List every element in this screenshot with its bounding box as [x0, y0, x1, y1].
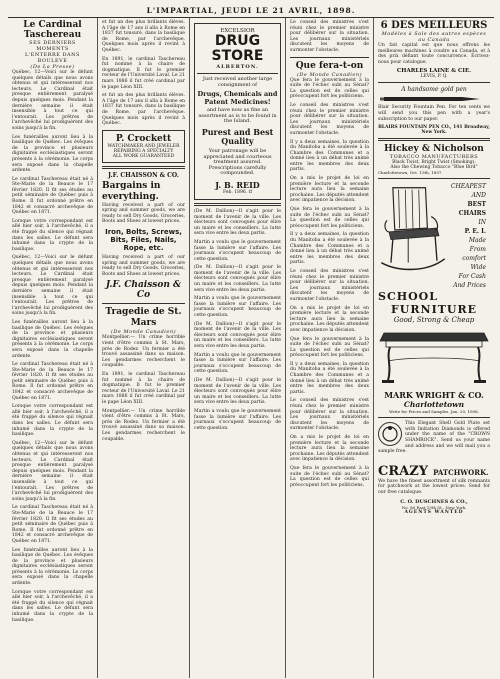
divider [197, 73, 278, 74]
duschnes-address: No. 80 East 13th St., New York. [401, 504, 467, 510]
hickey-foot: Charlottetown, Oct. 13th, 1897 [378, 170, 442, 176]
masthead-title: L'IMPARTIAL, JEUDI LE 21 AVRIL, 1898. [146, 6, 356, 15]
school-desk-illustration [378, 324, 490, 386]
cardinal-body-10: Le cardinal Taschereau était né à Ste-Marie de la Beauce le 17 février 1820. Il fit ses études au petit séminaire de Québec puis à Rome. Il fut ordonné prêtre en 1842 et consacré archevêque de Québec en 1871. [12, 505, 93, 544]
col3-body-6: Martin a voulu que le gouvernement fasse la lumière sur l'affaire. Les journaux s'occupent beaucoup de cette question. [194, 352, 281, 375]
divider [378, 178, 490, 179]
column-1 [8, 18, 98, 678]
cardinal-sub1: SES DERNIERS MOMENTS [29, 40, 76, 52]
hickey-line: Black Twist, Bright Twist (Smoking). [392, 160, 476, 166]
que-fera-body-11: Le conseil des ministres s'est réuni chez le premier ministre pour délibérer sur la situation. Les journaux ministériels discutent les moyens de surmonter l'obstacle. [290, 398, 369, 432]
que-fera-body-12: On a mis le projet de loi en première lecture et la seconde lecture aura lieu la semaine prochaine. Les députés attendent avec impatience la décision. [290, 435, 369, 463]
furniture-title: FURNITURE [390, 303, 478, 317]
cardinal-body-7: Le cardinal Taschereau était né à Ste-Marie de la Beauce le 17 février 1820. Il fit ses études au petit séminaire de Québec puis à Rome. Il fut ordonné prêtre en 1842 et consacré archevêque de Québec en 1871. [12, 362, 93, 401]
cardinal-heading: Le Cardinal Taschereau [23, 20, 82, 40]
divider [378, 82, 490, 83]
masthead-decor-right [488, 8, 490, 15]
fountain-pen-icon [380, 94, 488, 104]
crockett-line-2: REPAIRING A SPECIALTY [113, 148, 174, 154]
tragedie-body-1: Montpellier.— Un crime horrible vient d'être commis à St. Mars, près de Rodez. Un fermier a été trouvé assassiné dans sa maison. Les gendarmes recherchent le coupable. [102, 335, 185, 369]
crown-shamrock-ring-icon [378, 422, 402, 446]
drug-body-2: and have now as fine an assortment as is to be found in the Island. [198, 107, 277, 125]
chairs-line-9: Wide [470, 264, 486, 272]
que-fera-body-4: On a mis le projet de loi en première lecture et la seconde lecture aura lieu la semaine prochaine. Les députés attendent avec impatience la décision. [290, 176, 369, 204]
school-title: SCHOOL [378, 290, 438, 304]
tragedie-title: Tragedie de St. Mars [105, 307, 182, 329]
hickey-title: Hickey & Nicholson [384, 144, 484, 155]
crockett-ad [102, 130, 185, 163]
chaisson-hardware: Iron, Bolts, Screws, Bits, Files, Nails, Rope, etc. [105, 228, 182, 253]
drug-body-1: Just received another large consignment of [202, 76, 273, 88]
que-fera-body-8: On a mis le projet de loi en première lecture et la seconde lecture aura lieu la semaine prochaine. Les députés attendent avec impatience la décision. [290, 305, 369, 333]
cardinal-sub2: L'ENTERRE DANS BOULEVE [25, 52, 80, 64]
que-fera-source: (De Monde Canadien) [296, 71, 363, 78]
laine-firm: CHARLES LAINE & CIE. [396, 68, 472, 75]
que-fera-body-7: Le conseil des ministres s'est réuni chez le premier ministre pour délibérer sur la situation. Les journaux ministériels discutent les moyens de surmonter l'obstacle. [290, 268, 369, 302]
col2-body-3: et fut un des plus brillants élèves. A l'âge de 17 ans il alla à Rome en 1837 fut tonsuré, dans la basilique de Rome, par l'archevêque. Quelques mois après il revint à Québec. [102, 93, 185, 127]
que-fera-body-9: Que fera le gouvernement à la suite de l'échec subi au Sénat? La question est de celles qui préoccupent fort les politiciens. [290, 336, 369, 359]
meilleurs-body: Un fait capital est que nous offrons les meilleures machines à coudre au Canada, et à des prix défiant toute concurrence. Écrivez-nous pour catalogue. [378, 43, 490, 65]
column-3 [190, 18, 286, 678]
drug-purest: Purest and Best Quality [201, 126, 274, 146]
chairs-line-8: From comfort [462, 246, 486, 263]
drug-bold: Drugs, Chemicals and Patent Medicines! [197, 90, 278, 106]
divider [290, 57, 369, 58]
chairs-line-6: P. E. I. [464, 228, 486, 236]
col3-body-4: Martin a voulu que le gouvernement fasse la lumière sur l'affaire. Les journaux s'occupent beaucoup de cette question. [194, 296, 281, 319]
divider [194, 203, 281, 206]
chairs-line-5: IN [478, 219, 486, 227]
crockett-line-1: WATCHMAKER AND JEWELER [107, 143, 180, 149]
drug-store-title: DRUG STORE [211, 33, 264, 64]
excelsior-label: EXCELSIOR [220, 28, 255, 34]
tragedie-body-2: En 1891, le cardinal Taschereau fut nommé à la chaire de dogmatique. Il fut le premier recteur de l'Université Laval. Le 21 mars 1886 il fut créé cardinal par le pape Léon XIII. [102, 372, 185, 405]
column-4 [286, 18, 374, 678]
laine-place: LEVIS, P. Q. [420, 74, 448, 80]
furniture-sub: Good, Strong & Cheap [393, 316, 475, 325]
tragedie-source: (De Monde Canadien) [110, 329, 177, 336]
chaisson-signature: J.F. Chaisson & Co [105, 280, 182, 301]
hickey-line-2: Also the Chewing Tobacco "Blue Bird" [390, 165, 478, 171]
drug-date: Feb. 1896. tf [222, 189, 253, 195]
crockett-line-3: ALL WORK GUARANTEED [112, 153, 175, 159]
crown-ad [378, 421, 490, 455]
col3-body-8: Martin a voulu que le gouvernement fasse la lumière sur l'affaire. Les journaux s'occupent beaucoup de cette question. [194, 408, 281, 431]
chaisson-body-2: Having received a part of our spring and summer goods, we are ready to sell Dry Goods, Groceries, Boots and Shoes at lowest prices. [102, 255, 185, 277]
drug-store-place: ALBERTON. [216, 64, 259, 70]
chairs-line-7: Made [468, 237, 486, 245]
drug-body-3: Your patronage will be appreciated and courteous treatment assured. Prescriptions carefully compounded. [203, 147, 272, 177]
masthead-decor-left [12, 8, 14, 15]
chairs-line-4: CHAIRS [458, 210, 486, 218]
col3-body-5: (De M. Dallion)—Il s'agit pour le moment de l'avenir de la ville. Les électeurs sont convoqués pour élire un maire et les conseillers. La lutte sera vive entre les deux partis. [194, 321, 281, 349]
crazy-word: PATCHWORK. [433, 467, 489, 477]
col3-body-1: (De M. Dallion)—Il s'agit pour le moment de l'avenir de la ville. Les électeurs sont convoqués pour élire un maire et les conseillers. La lutte sera vive entre les deux partis. [194, 208, 281, 237]
mark-wright-place: Charlottetown [403, 400, 465, 410]
que-fera-body-5: Que fera le gouvernement à la suite de l'échec subi au Sénat? La question est de celles qui préoccupent fort les politiciens. [290, 207, 369, 229]
mark-wright-title: MARK WRIGHT & CO. [384, 390, 484, 401]
meilleurs-title: 6 DES MEILLEURS [380, 20, 488, 31]
masthead [8, 6, 494, 18]
cardinal-body-6: Les funérailles auront lieu à la basilique de Québec. Les évêques de la province et plusieurs dignitaires ecclésiastiques seront présents à la cérémonie. Le corps sera exposé dans la chapelle ardente. [12, 319, 93, 359]
que-fera-body-1: Que fera le gouvernement à la suite de l'échec subi au Sénat? La question est de celles qui préoccupent fort les politiciens. [290, 77, 369, 100]
que-fera-title: Que fera-t-on [295, 60, 364, 71]
col3-body-3: (De M. Dallion)—Il s'agit pour le moment de l'avenir de la ville. Les électeurs sont convoqués pour élire un maire et les conseillers. La lutte sera vive entre les deux partis. [194, 265, 281, 293]
que-fera-body-3: Il y a deux semaines, la question du Manitoba a été soulevée à la Chambre des Communes et a donné lieu à un débat très animé entre les membres des deux partis. [290, 139, 369, 173]
agents-wanted: AGENTS WANTED [404, 509, 464, 515]
pen-body: Blair Security Fountain Pen. For ten cents we will send you this pen with a year's subscription to our paper. [378, 105, 490, 122]
pen-caption: A handsome gold pen [401, 86, 467, 94]
hickey-sub: TOBACCO MANUFACTURERS [389, 154, 479, 161]
pen-firm: BLAIRS FOUNTAIN PEN CO., 141 Broadway, New York. [378, 125, 490, 136]
que-fera-body-10: Il y a deux semaines, la question du Manitoba a été soulevée à la Chambre des Communes et a donné lieu à un débat très animé entre les membres des deux partis. [290, 361, 369, 395]
crockett-title: P. Crockett [115, 133, 172, 144]
columns [8, 18, 494, 678]
chairs-list [448, 182, 490, 290]
col3-body-7: (De M. Dallion)—Il s'agit pour le moment de l'avenir de la ville. Les électeurs sont convoqués pour élire un maire et les conseillers. La lutte sera vive entre les deux partis. [194, 377, 281, 406]
crown-body: This Elegant Shell Gold Plate set with Imitation Diamonds is offered under the name of the "CROWN SHAMROCK". Send us your name and address and we will mail you a sample free. [378, 421, 490, 455]
duschnes-firm: C. O. DUSCHNES & CO., [400, 498, 468, 505]
que-fera-body-6: Il y a deux semaines, la question du Manitoba a été soulevée à la Chambre des Communes et a donné lieu à un débat très animé entre les membres des deux partis. [290, 232, 369, 266]
col4-body-0: Le conseil des ministres s'est réuni chez le premier ministre pour délibérer sur la situation. Les journaux ministériels discutent les moyens de surmonter l'obstacle. [290, 20, 369, 53]
divider [102, 166, 185, 169]
meilleurs-sub: Modèles à Sale des autres espèces au Canada [381, 31, 487, 43]
cardinal-body-8: Lorsque votre correspondant est allé hier soir, à l'archevêché, il a été frappé du silence qui régnait dans les salles. Le défunt sera inhumé dans la crypte de la basilique. [12, 404, 93, 438]
tragedie-body-3: Montpellier.— Un crime horrible vient d'être commis à St. Mars, près de Rodez. Un fermier a été trouvé assassiné dans sa maison. Les gendarmes recherchent le coupable. [102, 408, 185, 442]
chaisson-title: J.F. CHAISSON & CO. [108, 171, 179, 179]
crazy-title: CRAZY [378, 463, 429, 479]
que-fera-body-2: Le conseil des ministres s'est réuni chez le premier ministre pour délibérer sur la situation. Les journaux ministériels discutent les moyens de surmonter l'obstacle. [290, 102, 369, 136]
cardinal-body-12: Lorsque votre correspondant est allé hier soir, à l'archevêché, il a été frappé du silence qui régnait dans les salles. Le défunt sera inhumé dans la crypte de la basilique. [12, 589, 93, 623]
chairs-line-2: AND [471, 192, 486, 200]
cardinal-body-3: Le cardinal Taschereau était né à Ste-Marie de la Beauce le 17 février 1820. Il fit ses études au petit séminaire de Québec puis à Rome. Il fut ordonné prêtre en 1842 et consacré archevêque de Québec en 1871. [12, 176, 93, 216]
cardinal-source: (De La Presse) [30, 64, 75, 70]
column-2 [98, 18, 190, 678]
chairs-line-3: BEST [467, 201, 486, 209]
col3-body-2: Martin a voulu que le gouvernement fasse la lumière sur l'affaire. Les journaux s'occupent beaucoup de cette question. [194, 239, 281, 262]
cardinal-body-2: Les funérailles auront lieu à la basilique de Québec. Les évêques de la province et plusieurs dignitaires ecclésiastiques seront présents à la cérémonie. Le corps sera exposé dans la chapelle ardente. [12, 134, 93, 174]
chairs-line-1: CHEAPEST [450, 183, 486, 191]
mark-wright-foot: Write for Prices and Samples. Jan. 20, 1898. [389, 409, 479, 415]
cardinal-body-5: Québec, 12—Voici sur le défunt quelques détails que nous avons obtenus et qui intéresseront nos lecteurs. Le Cardinal était presque entièrement paralysé depuis quelques mois. Pendant la dernière semaine il était insensible à tout ce qui l'entourait. Les prêtres de l'archevêché lui prodiguèrent des soins jusqu'à la fin. [12, 255, 93, 317]
chairs-line-10: For Cash [458, 273, 486, 281]
cardinal-body-9: Québec, 12—Voici sur le défunt quelques détails que nous avons obtenus et qui intéresseront nos lecteurs. Le Cardinal était presque entièrement paralysé depuis quelques mois. Pendant la dernière semaine il était insensible à tout ce qui l'entourait. Les prêtres de l'archevêché lui prodiguèrent des soins jusqu'à la fin. [12, 440, 93, 502]
rocking-chair-illustration [378, 182, 448, 278]
chairs-ad [378, 182, 490, 290]
drug-store-ad [194, 23, 281, 200]
col2-body-2: En 1891, le cardinal Taschereau fut nommé à la chaire de dogmatique. Il fut le premier recteur de l'Université Laval. Le 21 mars 1886 il fut créé cardinal par le pape Léon XIII. [102, 56, 185, 90]
drug-signature: J. B. REID [215, 179, 260, 190]
chairs-line-11: And Prices [453, 282, 486, 290]
cardinal-body-11: Les funérailles auront lieu à la basilique de Québec. Les évêques de la province et plusieurs dignitaires ecclésiastiques seront présents à la cérémonie. Le corps sera exposé dans la chapelle ardente. [12, 547, 93, 587]
crazy-body: We have the finest assortment of silk remnants for patchwork at the lowest prices. Send for our free catalogue. [378, 478, 490, 495]
chaisson-body: Having received a part of our spring and summer goods, we are ready to sell Dry Goods, Groceries, Boots and Shoes at lowest prices. [102, 202, 185, 225]
cardinal-body-1: Québec, 12—Voici sur le défunt quelques détails que nous avons obtenus et qui intéresseront nos lecteurs. Le Cardinal était presque entièrement paralysé depuis quelques mois. Pendant la dernière semaine il était insensible à tout ce qui l'entourait. Les prêtres de l'archevêché lui prodiguèrent des soins jusqu'à la fin. [12, 70, 93, 131]
col2-body-1: et fut un des plus brillants élèves. A l'âge de 17 ans il alla à Rome en 1837 fut tonsuré, dans la basilique de Rome, par l'archevêque. Quelques mois après il revint à Québec. [102, 20, 185, 53]
divider [378, 417, 490, 418]
column-5 [374, 18, 494, 678]
que-fera-body-13: Que fera le gouvernement à la suite de l'échec subi au Sénat? La question est de celles qui préoccupent fort les politiciens. [290, 465, 369, 488]
divider [378, 138, 490, 141]
divider [102, 303, 185, 304]
crazy-ad [378, 460, 490, 515]
cardinal-body-4: Lorsque votre correspondant est allé hier soir, à l'archevêché, il a été frappé du silence qui régnait dans les salles. Le défunt sera inhumé dans la crypte de la basilique. [12, 218, 93, 252]
chaisson-headline: Bargains in everything. [102, 180, 161, 202]
